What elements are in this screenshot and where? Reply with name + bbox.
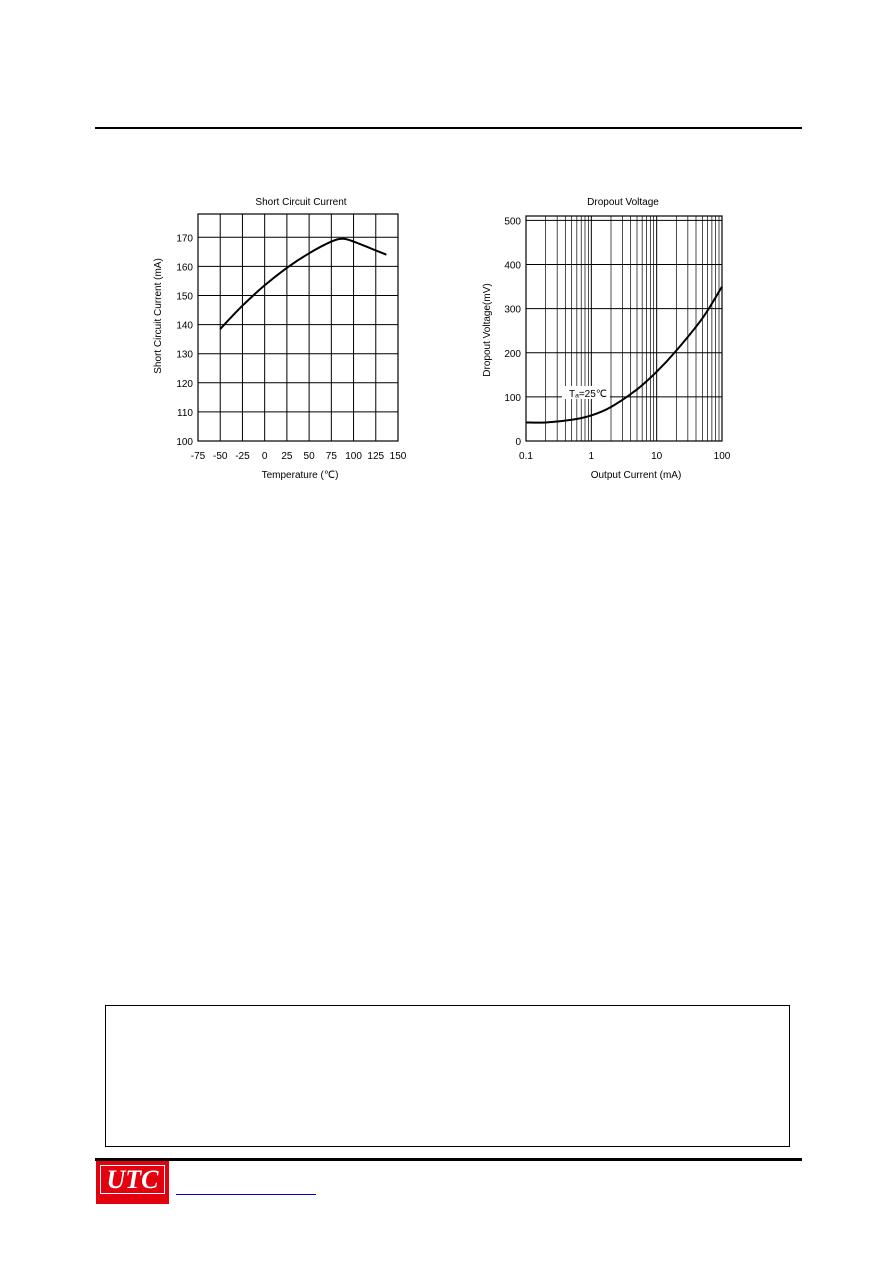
- notice-box: [105, 1005, 790, 1147]
- y-tick-label: 140: [176, 320, 193, 332]
- header-rule: [95, 127, 802, 129]
- y-axis-label: Dropout Voltage(mV): [482, 283, 493, 377]
- y-tick-label: 300: [504, 304, 521, 316]
- chart-frame: [526, 216, 722, 441]
- y-tick-label: 170: [176, 233, 193, 245]
- temperature-annotation: Tₐ=25℃: [569, 389, 608, 400]
- x-tick-label: -50: [212, 451, 228, 462]
- x-tick-labels: [191, 451, 407, 462]
- plot-area-border: [526, 216, 722, 441]
- y-tick-label: 150: [176, 291, 193, 303]
- x-tick-label: 100: [345, 451, 362, 462]
- y-tick-label: 0: [515, 437, 521, 448]
- y-tick-label: 100: [504, 392, 521, 404]
- x-tick-label: 1: [588, 451, 595, 462]
- utc-logo: UTC: [96, 1161, 169, 1204]
- y-tick-label: 500: [504, 216, 521, 228]
- footer-rule: [95, 1158, 802, 1161]
- chart-series: [526, 287, 722, 423]
- y-tick-labels: [504, 216, 521, 448]
- chart-grid: [526, 216, 722, 441]
- x-tick-label: 150: [389, 451, 407, 462]
- x-tick-label: 75: [325, 451, 337, 462]
- x-tick-label: -25: [235, 451, 250, 462]
- y-tick-label: 400: [504, 260, 521, 272]
- chart-title: Dropout Voltage: [587, 197, 659, 208]
- chart-title: Short Circuit Current: [255, 197, 347, 208]
- y-tick-label: 110: [177, 407, 193, 419]
- chart-series: [220, 239, 386, 329]
- x-tick-label: 125: [367, 451, 385, 462]
- x-tick-label: 25: [281, 451, 293, 462]
- y-tick-label: 160: [176, 262, 193, 274]
- y-tick-label: 130: [176, 349, 193, 361]
- x-tick-label: -75: [190, 451, 206, 462]
- x-axis-label: Temperature (℃): [261, 470, 339, 481]
- website-link[interactable]: [176, 1194, 316, 1195]
- y-tick-label: 100: [176, 437, 193, 448]
- y-tick-label: 120: [176, 378, 193, 390]
- data-series-line: [220, 239, 386, 329]
- x-tick-label: 0.1: [519, 451, 533, 462]
- data-series-line: [526, 287, 722, 423]
- y-axis-label: Short Circuit Current (mA): [153, 258, 164, 374]
- x-tick-labels: [519, 451, 731, 462]
- x-tick-label: 10: [651, 451, 663, 462]
- y-tick-labels: [176, 233, 193, 448]
- short-circuit-current-chart: [148, 190, 418, 490]
- y-tick-label: 200: [504, 348, 521, 360]
- x-tick-label: 50: [303, 451, 315, 462]
- dropout-voltage-chart: [478, 190, 748, 490]
- x-axis-label: Output Current (mA): [590, 470, 682, 481]
- x-tick-label: 0: [261, 451, 268, 462]
- x-tick-label: 100: [713, 451, 731, 462]
